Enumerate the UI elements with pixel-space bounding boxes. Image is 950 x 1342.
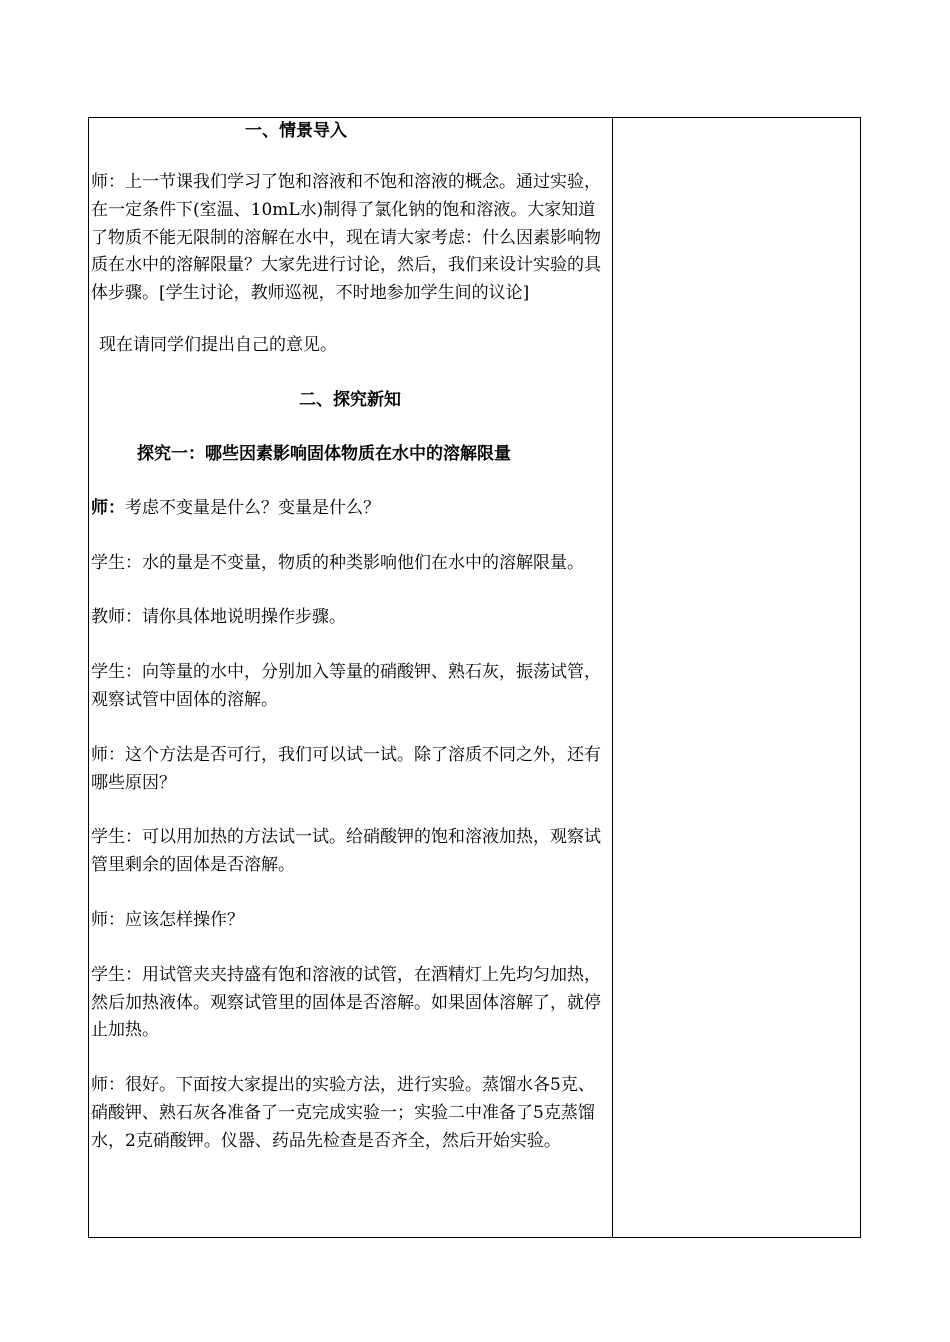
lesson-content-cell (89, 118, 613, 1237)
dialogue-line (91, 550, 610, 578)
dialogue-text: 很好。下面按大家提出的实验方法，进行实验。蒸馏水各5克、 硝酸钾、熟石灰各准备了一克完成实验一；实验二中准备了5克蒸馏水，2克硝酸钾。仪器、药品先检查是否齐全，然后开始实验。 (91, 1075, 595, 1151)
speaker-label: 教师： (91, 607, 142, 628)
dialogue-text: 向等量的水中，分别加入等量的硝酸钾、熟石灰，振荡试管，观察试管中固体的溶解。 (91, 662, 601, 710)
speaker-label: 师： (91, 497, 125, 518)
dialogue-line (91, 962, 610, 1045)
speaker-label: 学生： (91, 964, 142, 985)
dialogue-text: 水的量是不变量，物质的种类影响他们在水中的溶解限量。 (142, 552, 584, 573)
notes-cell (613, 118, 860, 1237)
dialogue-line (91, 659, 610, 715)
dialogue-line (91, 495, 610, 523)
speaker-label: 学生： (91, 552, 142, 573)
dialogue-text: 这个方法是否可行，我们可以试一试。除了溶质不同之外，还有哪些原因？ (91, 744, 601, 793)
dialogue-line (91, 742, 610, 798)
dialogue-line (91, 824, 610, 880)
teacher-intro-paragraph: 师：上一节课我们学习了饱和溶液和不饱和溶液的概念。通过实验，在一定条件下(室温、10mL水)制得了氯化钠的饱和溶液。大家知道了物质不能无限制的溶解在水中，现在请大家考虑：什么因素影响物质在水中的溶解限量？大家先进行讨论，然后，我们来设计实验的具体步骤。[学生讨论，教师巡视，不时地参加学生间的议论] (91, 172, 601, 304)
speaker-label: 师： (91, 1075, 125, 1096)
explore-subheading: 探究一：哪些因素影响固体物质在水中的溶解限量 (137, 443, 511, 464)
speaker-label: 学生： (91, 662, 142, 683)
speaker-label: 师： (91, 909, 125, 930)
dialogue-line (91, 1072, 610, 1155)
speaker-label: 师： (91, 744, 125, 765)
dialogue-line (91, 604, 610, 632)
lesson-table (88, 117, 861, 1238)
dialogue-text: 可以用加热的方法试一试。给硝酸钾的饱和溶液加热，观察试管里剩余的固体是否溶解。 (91, 827, 601, 876)
dialogue-text: 应该怎样操作？ (125, 909, 244, 930)
teacher-prompt: 现在请同学们提出自己的意见。 (99, 334, 337, 355)
section-heading-explore: 二、探究新知 (299, 389, 401, 410)
speaker-label: 学生： (91, 827, 142, 848)
dialogue-text: 考虑不变量是什么？变量是什么？ (125, 497, 380, 518)
dialogue-text: 请你具体地说明操作步骤。 (142, 607, 346, 628)
dialogue-text: 用试管夹夹持盛有饱和溶液的试管，在酒精灯上先均匀加热，然后加热液体。观察试管里的固体是否溶解。如果固体溶解了，就停止加热。 (91, 964, 601, 1041)
section-heading-intro: 一、情景导入 (245, 121, 347, 141)
dialogue-line (91, 907, 610, 935)
